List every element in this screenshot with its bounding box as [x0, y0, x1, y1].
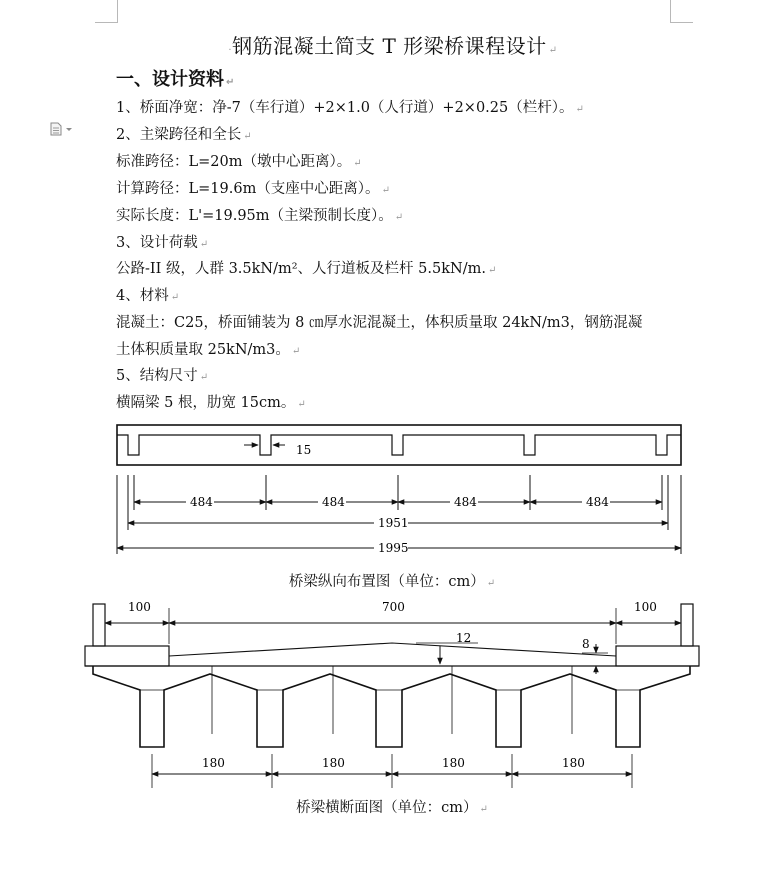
- page-corner-mark-right: [670, 0, 693, 23]
- document-title: ·钢筋混凝土简支 T 形梁桥课程设计 ↵: [228, 34, 558, 58]
- total-inner-label: 1951: [378, 516, 409, 530]
- span-label: 484: [322, 495, 345, 509]
- rib-width-label: 15: [296, 443, 312, 457]
- text-line: 混凝土：C25，桥面铺装为 8 ㎝厚水泥混凝土，体积质量取 24kN/m3，钢筋混凝: [116, 315, 643, 331]
- text-line: 计算跨径：L=19.6m（支座中心距离）。 ↵: [116, 181, 390, 197]
- document-icon[interactable]: [50, 121, 74, 140]
- total-outer-label: 1995: [378, 541, 409, 555]
- cross-section-caption: 桥梁横断面图（单位：cm） ↵: [296, 800, 488, 816]
- girder-spacing-label: 180: [442, 756, 465, 770]
- girder-spacing-label: 180: [202, 756, 225, 770]
- girder-spacing-label: 180: [322, 756, 345, 770]
- text-line: 4、材料 ↵: [116, 288, 180, 304]
- thickness-edge-label: 8: [582, 637, 590, 651]
- span-label: 484: [454, 495, 477, 509]
- carriageway-label: 700: [382, 600, 405, 614]
- page-corner-mark-left: [95, 0, 118, 23]
- text-line: 3、设计荷载 ↵: [116, 235, 209, 251]
- sidewalk-left-label: 100: [128, 600, 151, 614]
- text-line: 公路-II 级，人群 3.5kN/m²、人行道板及栏杆 5.5kN/m. ↵: [116, 261, 497, 277]
- thickness-center-label: 12: [456, 631, 472, 645]
- text-line: 5、结构尺寸 ↵: [116, 368, 209, 384]
- span-label: 484: [586, 495, 609, 509]
- text-line: 土体积质量取 25kN/m3。 ↵: [116, 342, 301, 358]
- text-line: 1、桥面净宽：净-7（车行道）+2×1.0（人行道）+2×0.25（栏杆）。 ↵: [116, 100, 584, 116]
- text-line: 横隔梁 5 根，肋宽 15cm。 ↵: [116, 395, 306, 411]
- text-line: 实际长度：L'=19.95m（主梁预制长度）。 ↵: [116, 208, 404, 224]
- text-line: 2、主梁跨径和全长 ↵: [116, 127, 252, 143]
- longitudinal-diagram: [0, 420, 784, 570]
- cross-section-diagram: [0, 596, 784, 796]
- longitudinal-caption: 桥梁纵向布置图（单位：cm） ↵: [288, 574, 496, 590]
- girder-spacing-label: 180: [562, 756, 585, 770]
- sidewalk-right-label: 100: [634, 600, 657, 614]
- text-line: 标准跨径：L=20m（墩中心距离）。 ↵: [116, 154, 362, 170]
- section-heading: 一、设计资料 ↵: [116, 69, 235, 90]
- span-label: 484: [190, 495, 213, 509]
